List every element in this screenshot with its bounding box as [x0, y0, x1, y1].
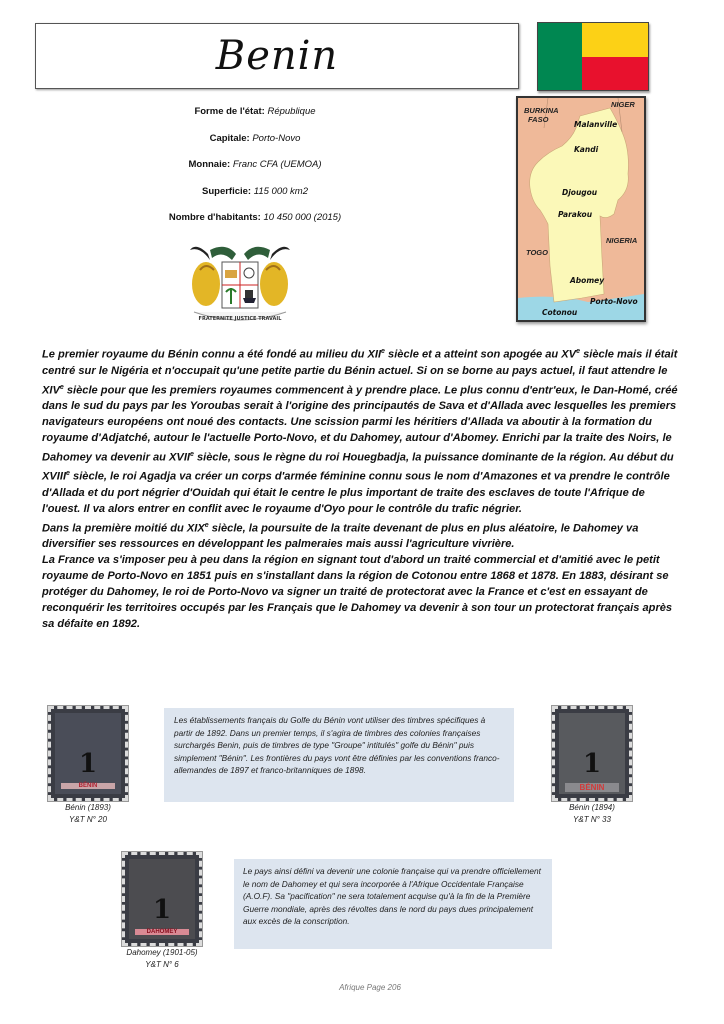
map-label-togo: TOGO	[526, 248, 548, 257]
fact-label: Forme de l'état:	[194, 106, 265, 117]
map-city-parakou: Parakou	[558, 210, 593, 219]
title-box	[35, 23, 519, 89]
fact-currency	[130, 153, 380, 180]
stamps-note-2: Le pays ainsi défini va devenir une colonie française qui va prendre officiellement le nom de Dahomey et qui sera incorporée à l'Afrique Occidentale Française (A.O.F). Sa "pacification" ne sera totalement acquise qu'à la fin de la Première Guerre mondiale, après des révoltes dans le nord du pays dues principalement aux excès de la conscription.	[234, 859, 552, 949]
stamp-caption: Bénin (1894)	[569, 803, 615, 812]
stamp-caption: Dahomey (1901-05)	[126, 948, 198, 957]
stamp-catalog-number: Y&T N° 20	[69, 815, 107, 824]
fact-label: Nombre d'habitants:	[168, 212, 261, 223]
stamp-caption: Bénin (1893)	[65, 803, 111, 812]
fact-area	[130, 180, 380, 207]
stamp-catalog-number: Y&T N° 33	[573, 815, 611, 824]
stamp-value: 1	[78, 749, 98, 779]
history-text	[42, 344, 682, 633]
stamps-note-1: Les établissements français du Golfe du Bénin vont utiliser des timbres spécifiques à partir de 1892. Dans un premier temps, il s'agira de timbres des colonies françaises surchargés Benin, puis de timbres de type "Groupe" intitulés" golfe du Bénin" puis simplement "Bénin". Les frontières du pays vont être définies par les conventions franco-allemandes de 1897 et franco-britanniques de 1898.	[164, 708, 514, 802]
stamp-catalog-number: Y&T N° 6	[145, 960, 179, 969]
map-label-burkina-faso: BURKINA FASO	[524, 106, 559, 124]
stamp-benin-1893	[48, 706, 128, 801]
fact-value: République	[267, 106, 316, 117]
page-title: Benin	[215, 33, 339, 79]
fact-value: Porto-Novo	[252, 132, 301, 144]
fact-capital	[130, 127, 380, 154]
history-paragraph-2: Dans la première moitié du XIXe siècle, la poursuite de la traite devenant de plus en plus aléatoire, le Dahomey va diversifier ses ressources en développant les palmeraies mais aussi l'agriculture vivrière.	[42, 521, 639, 551]
map-city-abomey: Abomey	[570, 276, 605, 285]
coat-of-arms-icon	[186, 240, 294, 326]
map-city-cotonou: Cotonou	[542, 308, 578, 317]
history-paragraph-3: La France va s'imposer peu à peu dans la région en signant tout d'abord un traité commercial et d'amitié avec le petit royaume de Porto-Novo en 1851 puis en s'installant dans la région de Cotonou entre 1868 et 1878. En 1883, désirant se protéger du Dahomey, le roi de Porto-Novo va signer un traité de protectorat avec la France et c'est en essayant de reconquérir les territoires occupés par les Français que le Dahomey va devenir à son tour un protectorat français après sa défaite en 1892.	[42, 554, 673, 630]
benin-flag	[537, 22, 649, 91]
stamp-benin-1894	[552, 706, 632, 801]
map-label-nigeria: NIGERIA	[606, 236, 638, 245]
stamp-caption-2	[542, 802, 642, 826]
map-city-porto-novo: Porto-Novo	[590, 297, 638, 306]
stamp-overprint: BÉNIN	[565, 783, 619, 792]
history-paragraph-1: Le premier royaume du Bénin connu a été fondé au milieu du XIIe siècle et a atteint son apogée au XVe siècle mais il était centré sur le Nigéria et n'occupait qu'une petite partie du Bénin actuel. Si on se borne au pays actuel, il faut attendre le XIVe siècle pour que les premiers royaumes commencent à y prendre place. Le plus connu d'entr'eux, le Dan-Homé, créé dans le sud du pays par les Yoroubas serait à l'origine des principautés de Sava et d'Allada avec lesquelles les premiers navigateurs européens ont noué des contacts. Une scission parmi les héritiers d'Allada va aboutir à la formation du royaume d'Adjatché, autour le l'actuelle Porto-Novo, et du Dahomey, autour d'Abomey. Enrichi par la traite des Noirs, le Dahomey va devenir au XVIIe siècle, sous le règne du roi Houegbadja, la puissance dominante de la région. Au début du XVIIIe siècle, le roi Agadja va créer un corps d'armée féminine connu sous le nom d'Amazones et va prendre le contrôle d'Allada et du port négrier d'Ouidah qui était le centre le plus important de traite des esclaves de toute l'Afrique de l'ouest. Il va alors entrer en conflit avec le royaume d'Oyo pour le contrôle du trafic négrier.	[42, 348, 678, 515]
coat-of-arms	[186, 240, 294, 326]
flag-green-band	[538, 23, 582, 90]
stamp-caption-1	[38, 802, 138, 826]
fact-population	[130, 206, 380, 233]
benin-map	[516, 96, 646, 322]
stamp-dahomey-1901	[122, 852, 202, 946]
fact-value: 10 450 000 (2015)	[263, 212, 342, 223]
stamp-overprint: DAHOMEY	[135, 929, 189, 935]
stamp-caption-3	[102, 947, 222, 971]
page-footer: Afrique Page 206	[339, 983, 401, 992]
fact-label: Monnaie:	[188, 159, 231, 170]
svg-text:FRATERNITE JUSTICE TRAVAIL: FRATERNITE JUSTICE TRAVAIL	[198, 316, 282, 322]
map-label-niger: NIGER	[611, 100, 635, 109]
map-city-kandi: Kandi	[574, 145, 599, 154]
fact-value: 115 000 km2	[253, 185, 308, 197]
stamp-value: 1	[582, 749, 602, 779]
map-shape	[518, 98, 644, 320]
fact-label: Superficie:	[202, 185, 252, 197]
map-city-djougou: Djougou	[562, 188, 598, 197]
fact-government	[130, 100, 380, 127]
stamp-overprint: BÉNIN	[61, 783, 115, 789]
flag-red-band	[582, 57, 648, 91]
fact-value: Franc CFA (UEMOA)	[232, 159, 322, 170]
flag-yellow-band	[582, 23, 648, 57]
fact-label: Capitale:	[209, 132, 250, 144]
map-city-malanville: Malanville	[574, 120, 618, 129]
country-facts	[130, 100, 380, 233]
stamp-value: 1	[152, 895, 172, 925]
